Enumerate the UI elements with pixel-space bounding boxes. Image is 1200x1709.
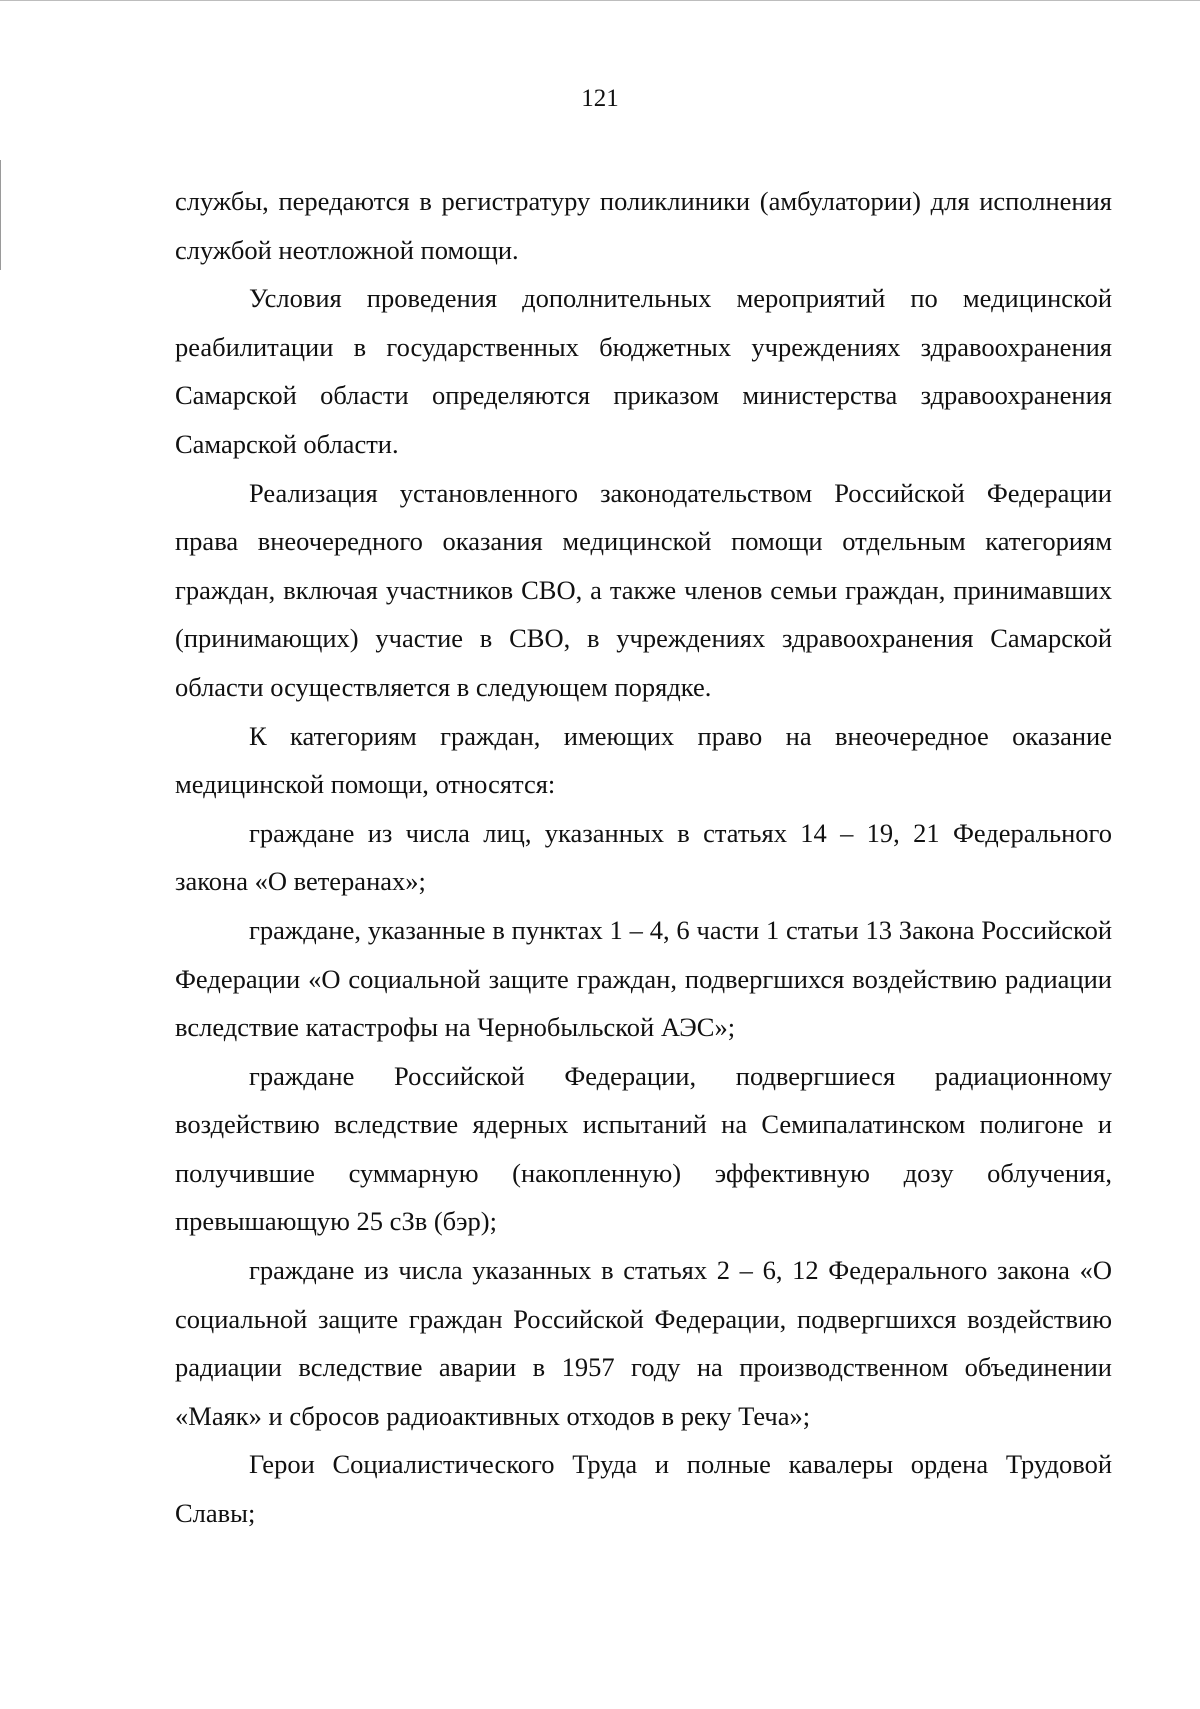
document-body	[175, 177, 1112, 1538]
paragraph-categories-intro: К категориям граждан, имеющих право на внеочередное оказание медицинской помощи, относятся:	[175, 720, 1112, 800]
paragraph-rehabilitation-conditions: Условия проведения дополнительных мероприятий по медицинской реабилитации в государственных бюджетных учреждениях здравоохранения Самарской области определяются приказом министерства здравоохранения Самарской области.	[175, 283, 1112, 459]
scan-top-edge-line	[0, 0, 1200, 1]
paragraph-priority-care-implementation: Реализация установленного законодательством Российской Федерации права внеочередного оказания медицинской помощи отдельным категориям граждан, включая участников СВО, а также членов семьи граждан, принимавших (принимающих) участие в СВО, в учреждениях здравоохранения Самарской области осуществляется в следующем порядке.	[175, 477, 1112, 702]
list-item-veterans: граждане из числа лиц, указанных в статьях 14 – 19, 21 Федерального закона «О ветеранах»;	[175, 817, 1112, 897]
list-item-heroes-of-labor: Герои Социалистического Труда и полные кавалеры ордена Трудовой Славы;	[175, 1449, 1112, 1529]
list-item-semipalatinsk: граждане Российской Федерации, подвергшиеся радиационному воздействию вследствие ядерных испытаний на Семипалатинском полигоне и получившие суммарную (накопленную) эффективную дозу облучения, превышающую 25 сЗв (бэр);	[175, 1060, 1112, 1237]
scan-left-edge-mark	[0, 160, 1, 270]
list-item-mayak: граждане из числа указанных в статьях 2 – 6, 12 Федерального закона «О социальной защите граждан Российской Федерации, подвергшихся воздействию радиации вследствие аварии в 1957 году на производственном объединении «Маяк» и сбросов радиоактивных отходов в реку Теча»;	[175, 1255, 1112, 1431]
paragraph-continuation: службы, передаются в регистратуру поликлиники (амбулатории) для исполнения службой неотложной помощи.	[175, 186, 1112, 265]
page-number: 121	[581, 85, 619, 112]
list-item-chernobyl: граждане, указанные в пунктах 1 – 4, 6 части 1 статьи 13 Закона Российской Федерации «О социальной защите граждан, подвергшихся воздействию радиации вследствие катастрофы на Чернобыльской АЭС»;	[175, 914, 1112, 1043]
